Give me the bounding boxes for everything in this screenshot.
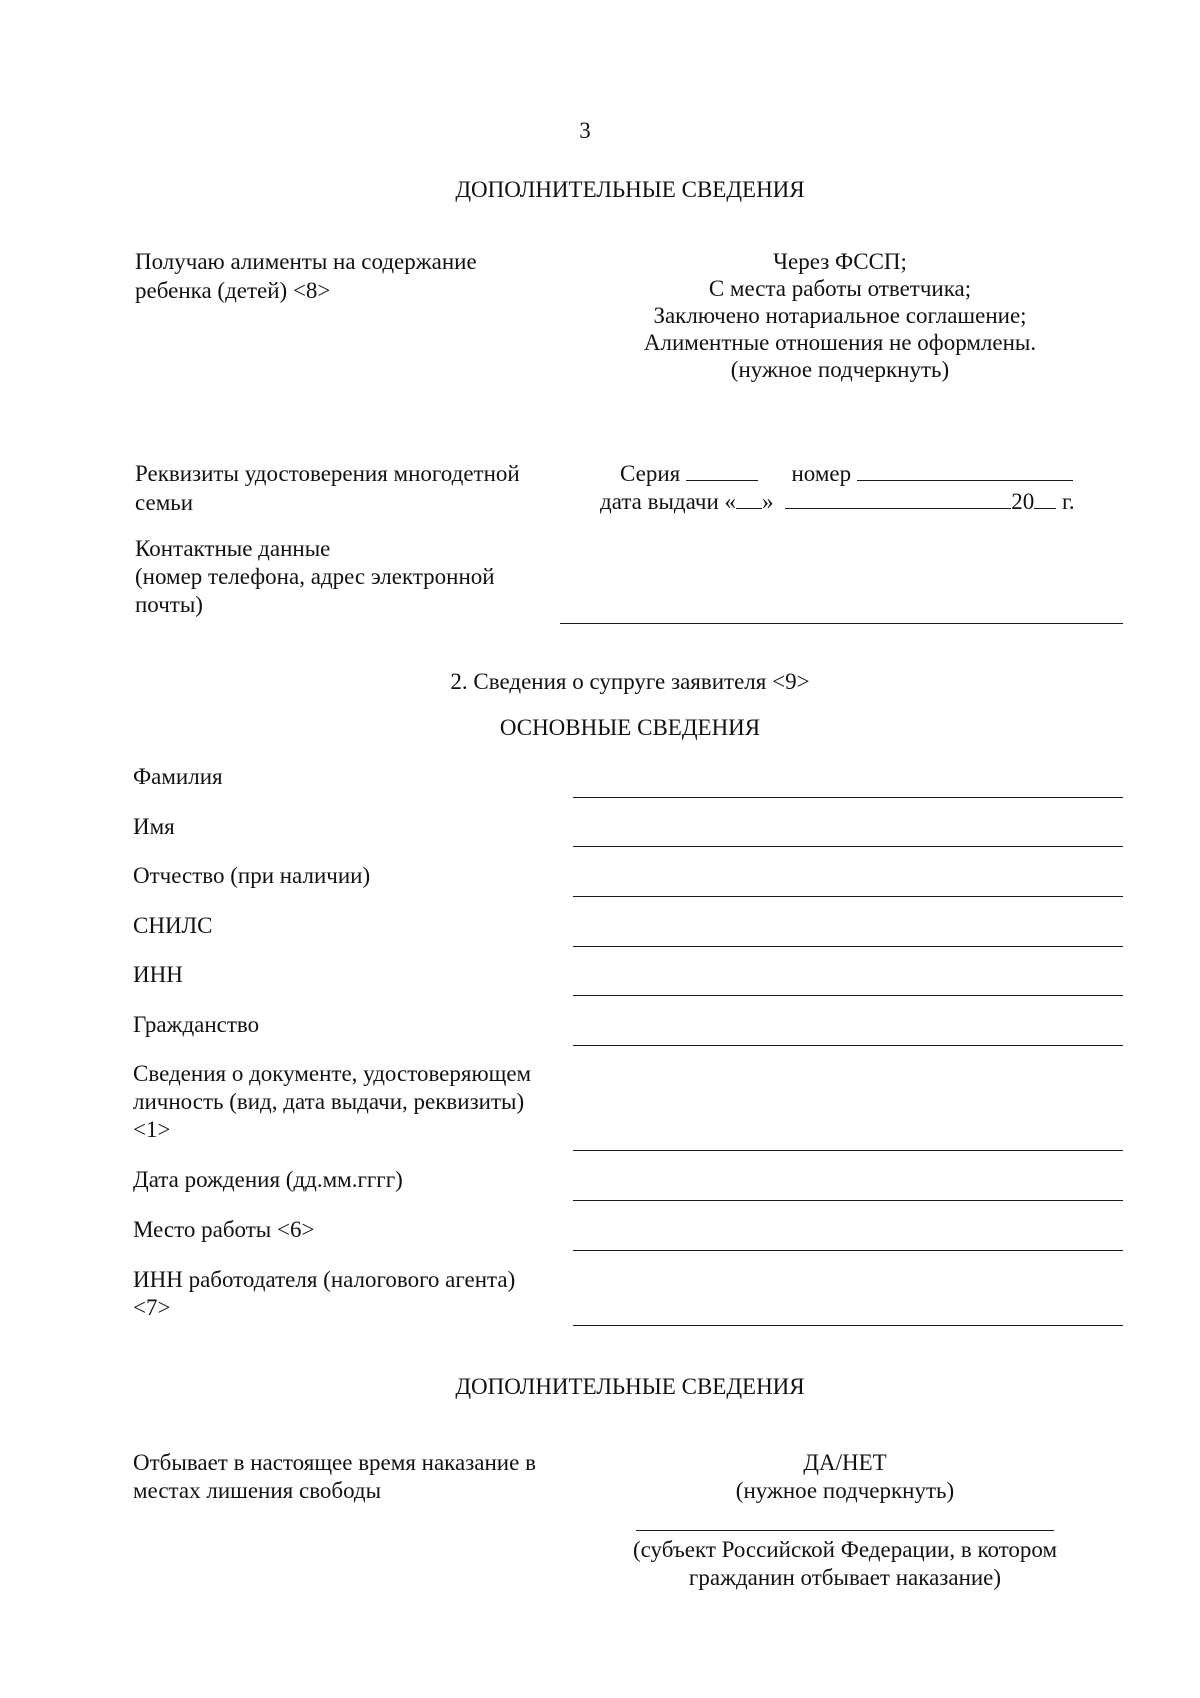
year-prefix: 20 xyxy=(1011,489,1035,514)
number-field[interactable] xyxy=(857,462,1073,481)
imprisonment-label: Отбывает в настоящее время наказание в местах лишения свободы xyxy=(133,1450,536,1503)
year-suffix: г. xyxy=(1062,489,1075,514)
snils-label: СНИЛС xyxy=(133,913,213,938)
region-caption: (субъект Российской Федерации, в котором гражданин отбывает наказание) xyxy=(632,1537,1058,1590)
citizenship-label: Гражданство xyxy=(133,1012,260,1037)
name-field[interactable] xyxy=(573,846,1123,847)
name-label: Имя xyxy=(133,814,175,839)
alimony-option-fssp[interactable]: Через ФССП; xyxy=(773,249,907,274)
imprisonment-yes-no[interactable]: ДА/НЕТ xyxy=(803,1450,887,1475)
alimony-hint: (нужное подчеркнуть) xyxy=(730,357,950,382)
alimony-options xyxy=(620,248,1060,383)
imprisonment-answer xyxy=(645,1449,1045,1505)
spouse-section-title: 2. Сведения о супруге заявителя <9> xyxy=(450,669,810,694)
imprisonment-hint: (нужное подчеркнуть) xyxy=(735,1478,955,1503)
contacts-field[interactable] xyxy=(560,623,1123,624)
large-family-date-row xyxy=(600,488,1075,517)
region-field[interactable] xyxy=(636,1530,1054,1531)
inn-label: ИНН xyxy=(133,962,183,987)
page-number: 3 xyxy=(579,118,591,143)
workplace-field[interactable] xyxy=(573,1250,1123,1251)
id-document-label: Сведения о документе, удостоверяющем личность (вид, дата выдачи, реквизиты) <1> xyxy=(133,1061,532,1142)
spouse-additional-heading: ДОПОЛНИТЕЛЬНЫЕ СВЕДЕНИЯ xyxy=(455,1374,805,1399)
number-label: номер xyxy=(791,461,852,486)
alimony-label: Получаю алименты на содержание ребенка (детей) <8> xyxy=(135,249,477,303)
contacts-label: Контактные данные (номер телефона, адрес электронной почты) xyxy=(135,536,495,617)
alimony-option-notarial[interactable]: Заключено нотариальное соглашение; xyxy=(653,303,1027,328)
large-family-label: Реквизиты удостоверения многодетной семьи xyxy=(135,461,520,515)
patronymic-field[interactable] xyxy=(573,896,1123,897)
employer-inn-field[interactable] xyxy=(573,1325,1123,1326)
patronymic-label: Отчество (при наличии) xyxy=(133,863,371,888)
inn-field[interactable] xyxy=(573,995,1123,996)
id-document-field[interactable] xyxy=(573,1150,1123,1151)
issue-day-field[interactable] xyxy=(736,490,762,509)
citizenship-field[interactable] xyxy=(573,1045,1123,1046)
series-label: Серия xyxy=(620,461,681,486)
additional-info-heading: ДОПОЛНИТЕЛЬНЫЕ СВЕДЕНИЯ xyxy=(455,177,805,202)
issue-year-field[interactable] xyxy=(1034,490,1056,509)
alimony-option-employer[interactable]: С места работы ответчика; xyxy=(708,276,972,301)
basic-info-heading: ОСНОВНЫЕ СВЕДЕНИЯ xyxy=(499,715,761,740)
large-family-series-row xyxy=(620,460,1073,489)
employer-inn-label: ИНН работодателя (налогового агента) <7> xyxy=(133,1267,516,1320)
issue-date-label: дата выдачи « xyxy=(600,489,737,514)
workplace-label: Место работы <6> xyxy=(133,1217,315,1242)
snils-field[interactable] xyxy=(573,946,1123,947)
series-field[interactable] xyxy=(686,462,758,481)
issue-date-close: » xyxy=(762,489,774,514)
alimony-option-none[interactable]: Алиментные отношения не оформлены. xyxy=(643,330,1037,355)
issue-month-field[interactable] xyxy=(785,490,1011,509)
birth-date-field[interactable] xyxy=(573,1200,1123,1201)
birth-date-label: Дата рождения (дд.мм.гггг) xyxy=(133,1167,403,1192)
surname-field[interactable] xyxy=(573,797,1123,798)
surname-label: Фамилия xyxy=(133,764,223,789)
